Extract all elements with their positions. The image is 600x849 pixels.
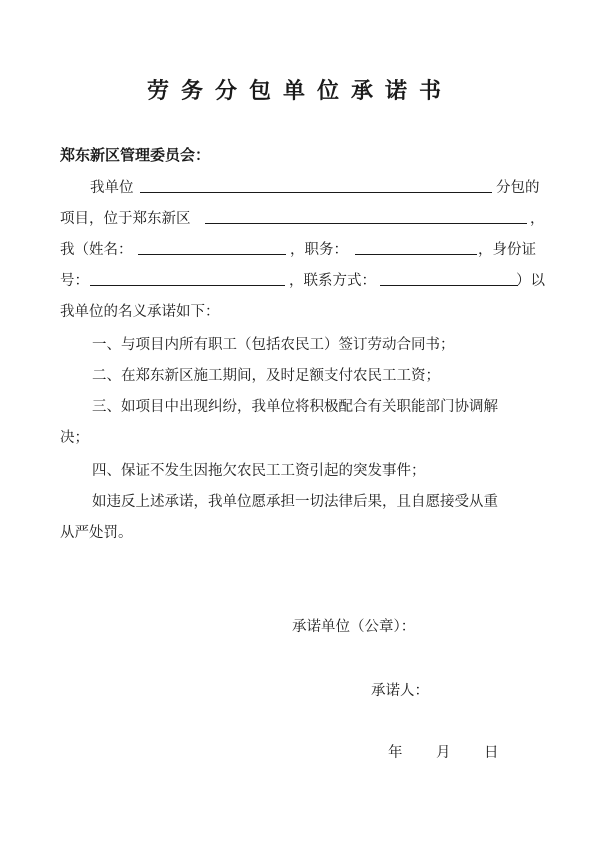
intro-line4-start: 号： xyxy=(60,273,89,289)
violation-clause: 如违反上述承诺，我单位愿承担一切法律后果，且自愿接受从重 xyxy=(92,494,498,510)
project-location-blank xyxy=(205,223,527,224)
intro-line1-end: 分包的 xyxy=(496,180,540,196)
commitment-item-4: 四、保证不发生因拖欠农民工工资引起的突发事件； xyxy=(92,463,426,479)
intro-line4-end: ）以 xyxy=(516,273,545,289)
intro-line3-start: 我（姓名： xyxy=(60,242,133,258)
position-blank xyxy=(355,254,477,255)
intro-line5: 我单位的名义承诺如下： xyxy=(60,304,220,320)
intro-line2-start: 项目，位于郑东新区 xyxy=(60,211,191,227)
commitment-item-1: 一、与项目内所有职工（包括农民工）签订劳动合同书； xyxy=(92,337,455,353)
page-title: 劳务分包单位承诺书 xyxy=(146,79,453,104)
violation-clause-cont: 从严处罚。 xyxy=(60,525,133,541)
id-number-blank xyxy=(90,285,285,286)
contact-blank xyxy=(380,285,518,286)
commitment-item-2: 二、在郑东新区施工期间，及时足额支付农民工工资； xyxy=(92,368,440,384)
signature-unit-label: 承诺单位（公章）： xyxy=(292,619,416,635)
intro-line4-mid: ，联系方式： xyxy=(289,273,376,289)
intro-line1-start: 我单位 xyxy=(90,180,134,196)
date-month-label: 月 xyxy=(436,745,451,761)
commitment-item-3: 三、如项目中出现纠纷，我单位将积极配合有关职能部门协调解 xyxy=(92,399,498,415)
addressee: 郑东新区管理委员会： xyxy=(60,146,211,164)
commitment-item-3-cont: 决； xyxy=(60,430,89,446)
intro-line3-mid: ，职务： xyxy=(290,242,348,258)
name-blank xyxy=(138,254,286,255)
date-year-label: 年 xyxy=(388,745,403,761)
intro-line3-end: ，身份证 xyxy=(478,242,536,258)
intro-line2-end: ， xyxy=(530,211,545,227)
signature-person-label: 承诺人： xyxy=(371,683,429,699)
unit-name-blank xyxy=(140,192,492,193)
date-day-label: 日 xyxy=(484,745,499,761)
